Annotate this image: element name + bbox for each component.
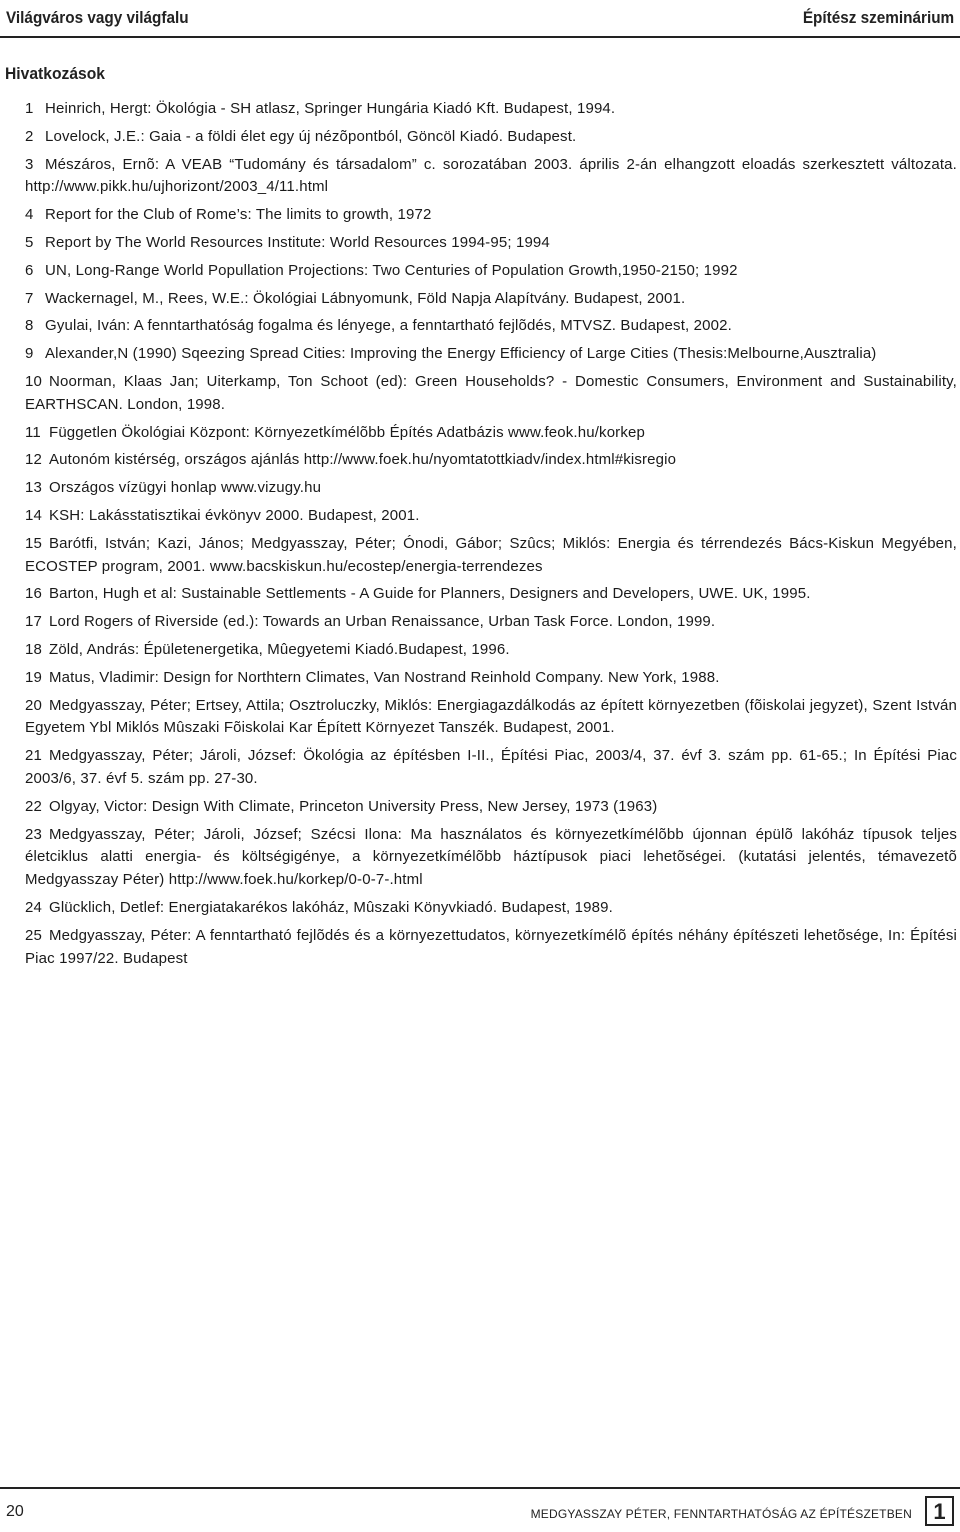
reference-item — [25, 745, 957, 791]
reference-item — [25, 824, 957, 892]
reference-text: Lord Rogers of Riverside (ed.): Towards an Urban Renaissance, Urban Task Force. London, 1999. — [49, 613, 716, 631]
reference-list — [25, 98, 957, 975]
header-left-title: Világváros vagy világfalu — [6, 8, 189, 27]
reference-text: Matus, Vladimir: Design for Northtern Climates, Van Nostrand Reinhold Company. New York, 1988. — [49, 668, 720, 686]
reference-item — [25, 611, 957, 634]
reference-text: Medgyasszay, Péter; Jároli, József: Ökológia az építésben I-II., Építési Piac, 2003/4, 37. évf 3. szám pp. 61-65.; In Építési Piac 2003/6, 37. évf 5. szám pp. 27-30. — [25, 747, 957, 787]
reference-text: Barótfi, István; Kazi, János; Medgyasszay, Péter; Ónodi, Gábor; Szûcs; Miklós: Energia és térrendezés Bács-Kiskun Megyében, ECOSTEP program, 2001. www.bacskiskun.hu/ecostep/energia-terrendezes — [25, 534, 957, 575]
reference-item — [25, 667, 957, 690]
reference-item — [25, 583, 957, 606]
reference-item — [25, 232, 957, 255]
reference-number: 4 — [25, 206, 34, 224]
reference-number: 6 — [25, 261, 34, 279]
reference-number: 3 — [25, 155, 34, 173]
reference-item — [25, 796, 957, 819]
reference-item — [25, 126, 957, 149]
reference-number: 23 — [25, 825, 42, 843]
reference-number: 19 — [25, 668, 42, 686]
footer-author-line: MEDGYASSZAY PÉTER, FENNTARTHATÓSÁG AZ ÉPÍTÉSZETBEN — [530, 1507, 912, 1521]
reference-item — [25, 449, 957, 472]
reference-text: Alexander,N (1990) Sqeezing Spread Cities: Improving the Energy Efficiency of Large Cities (Thesis:Melbourne,Ausztralia) — [45, 345, 877, 363]
reference-text: Noorman, Klaas Jan; Uiterkamp, Ton Schoot (ed): Green Households? - Domestic Consumers, Environment and Sustainability, EARTHSCAN. London, 1998. — [25, 372, 957, 413]
reference-item — [25, 897, 957, 920]
reference-item — [25, 505, 957, 528]
reference-item — [25, 925, 957, 971]
page-header — [0, 0, 960, 36]
header-right-title: Építész szeminárium — [802, 8, 954, 27]
reference-number: 5 — [25, 233, 34, 251]
reference-number: 14 — [25, 506, 42, 524]
reference-number: 7 — [25, 289, 34, 307]
page-number: 20 — [6, 1503, 24, 1520]
reference-number: 21 — [25, 747, 42, 765]
reference-item — [25, 639, 957, 662]
reference-number: 17 — [25, 613, 42, 631]
reference-number: 12 — [25, 451, 42, 469]
reference-text: Report for the Club of Rome’s: The limits to growth, 1972 — [45, 206, 432, 224]
reference-text: Autonóm kistérség, országos ajánlás http://www.foek.hu/nyomtatottkiadv/index.html#kisregio — [49, 451, 677, 469]
reference-item — [25, 260, 957, 283]
reference-text: Report by The World Resources Institute: World Resources 1994-95; 1994 — [45, 233, 550, 251]
reference-text: Glücklich, Detlef: Energiatakarékos lakóház, Mûszaki Könyvkiadó. Budapest, 1989. — [49, 898, 613, 916]
reference-item — [25, 154, 957, 200]
reference-number: 15 — [25, 534, 42, 552]
section-title: Hivatkozások — [5, 64, 105, 83]
reference-text: Olgyay, Victor: Design With Climate, Princeton University Press, New Jersey, 1973 (1963) — [49, 797, 658, 815]
footer-divider — [0, 1487, 960, 1489]
reference-text: Lovelock, J.E.: Gaia - a földi élet egy új nézõpontból, Göncöl Kiadó. Budapest. — [45, 127, 577, 145]
reference-number: 25 — [25, 926, 42, 944]
reference-number: 20 — [25, 696, 42, 714]
reference-item — [25, 343, 957, 366]
reference-number: 2 — [25, 127, 34, 145]
reference-text: KSH: Lakásstatisztikai évkönyv 2000. Budapest, 2001. — [49, 506, 420, 524]
reference-item — [25, 477, 957, 500]
header-divider — [0, 36, 960, 38]
reference-text: Független Ökológiai Központ: Környezetkímélõbb Építés Adatbázis www.feok.hu/korkep — [49, 423, 645, 441]
reference-number: 18 — [25, 640, 42, 658]
reference-item — [25, 533, 957, 579]
reference-item — [25, 371, 957, 417]
reference-number: 1 — [25, 100, 34, 117]
reference-number: 22 — [25, 797, 42, 815]
reference-item — [25, 422, 957, 445]
reference-item — [25, 98, 957, 121]
reference-text: Medgyasszay, Péter; Jároli, József; Szécsi Ilona: Ma használatos és környezetkímélõbb újonnan épülõ lakóház típusok teljes életciklus alatti energia- és költségigénye, a környezetkímélõbb háztípusok piaci lehetõségei. (kutatási jelentés, témavezetõ Medgyasszay Péter) http://www.foek.hu/korkep/0-0-7-.html — [25, 825, 957, 889]
reference-text: Medgyasszay, Péter: A fenntartható fejlõdés és a környezettudatos, környezetkímélõ építés néhány építészeti lehetõsége, In: Építési Piac 1997/22. Budapest — [25, 926, 957, 967]
reference-text: Medgyasszay, Péter; Ertsey, Attila; Osztroluczky, Miklós: Energiagazdálkodás az épített környezetben (fõiskolai jegyzet), Szent István Egyetem Ybl Miklós Mûszaki Fõiskolai Kar Épített Környezet Tanszék. Budapest, 2001. — [25, 696, 957, 737]
reference-item — [25, 288, 957, 311]
chapter-number-box: 1 — [925, 1496, 954, 1526]
reference-text: Országos vízügyi honlap www.vizugy.hu — [49, 479, 322, 497]
reference-number: 9 — [25, 345, 34, 363]
reference-text: Zöld, András: Épületenergetika, Mûegyetemi Kiadó.Budapest, 1996. — [49, 640, 510, 658]
reference-number: 13 — [25, 479, 42, 497]
reference-text: Wackernagel, M., Rees, W.E.: Ökológiai Lábnyomunk, Föld Napja Alapítvány. Budapest, 2001. — [45, 289, 686, 307]
reference-number: 16 — [25, 585, 42, 603]
reference-text: Gyulai, Iván: A fenntarthatóság fogalma és lényege, a fenntartható fejlõdés, MTVSZ. Budapest, 2002. — [45, 317, 732, 335]
reference-text: Heinrich, Hergt: Ökológia - SH atlasz, Springer Hungária Kiadó Kft. Budapest, 1994. — [45, 100, 616, 117]
reference-item — [25, 315, 957, 338]
reference-text: Mészáros, Ernõ: A VEAB “Tudomány és társadalom” c. sorozatában 2003. április 2-án elhangzott eloadás szerkesztett változata. http://www.pikk.hu/ujhorizont/2003_4/11.html — [25, 155, 957, 196]
reference-item — [25, 695, 957, 741]
reference-text: UN, Long-Range World Popullation Projections: Two Centuries of Population Growth,1950-2150; 1992 — [45, 261, 738, 279]
reference-number: 8 — [25, 317, 34, 335]
reference-number: 24 — [25, 898, 42, 916]
reference-number: 10 — [25, 372, 42, 390]
reference-number: 11 — [25, 423, 41, 441]
reference-item — [25, 204, 957, 227]
reference-text: Barton, Hugh et al: Sustainable Settlements - A Guide for Planners, Designers and Developers, UWE. UK, 1995. — [49, 585, 811, 603]
